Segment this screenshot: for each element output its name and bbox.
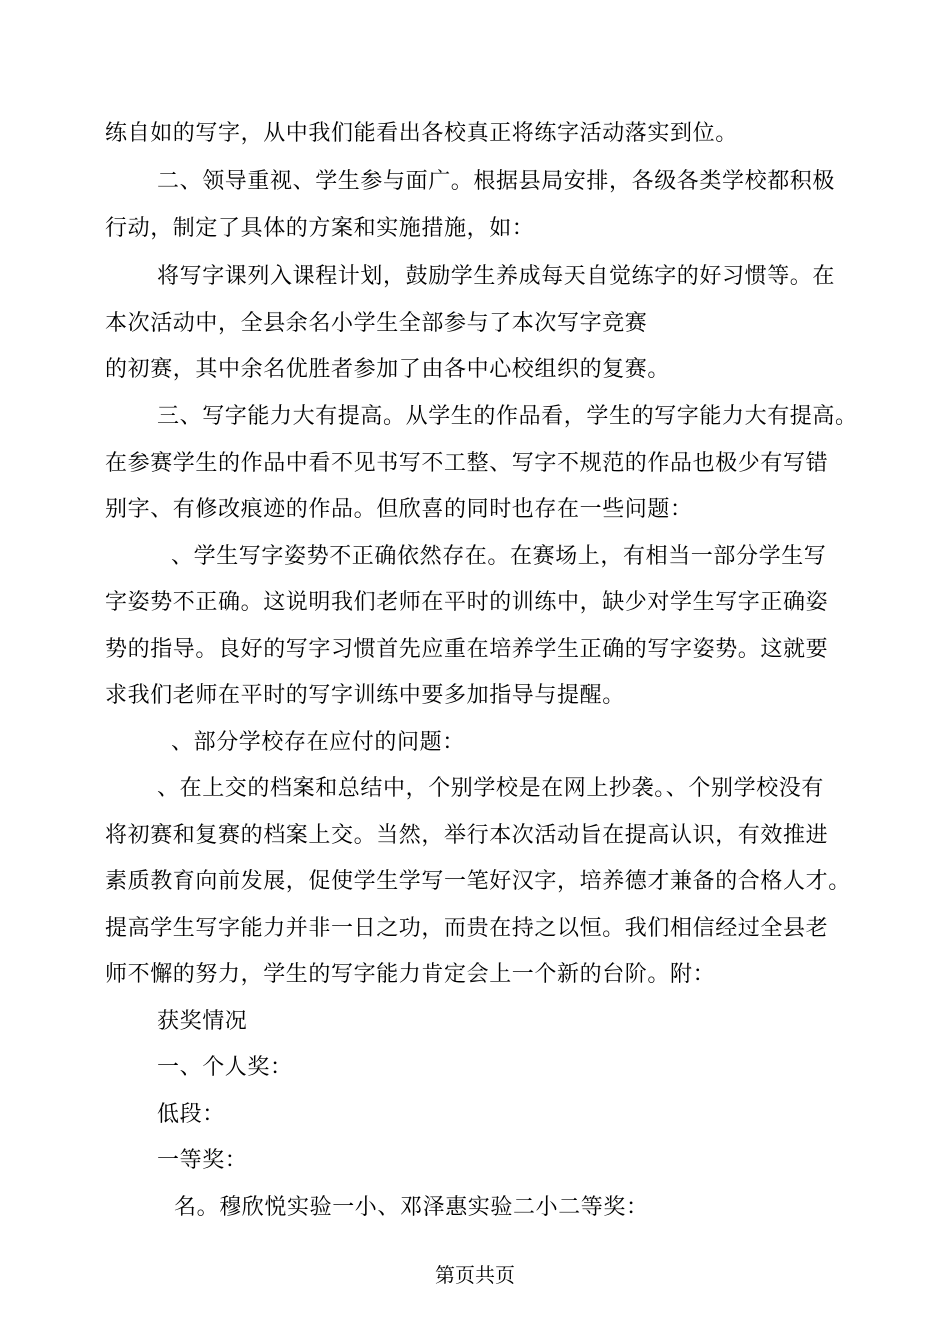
section-heading: 获奖情况 bbox=[157, 1009, 248, 1034]
text-line: 名。穆欣悦实验一小、邓泽惠实验二小二等奖： bbox=[174, 1195, 649, 1220]
text-line: 二、领导重视、学生参与面广。根据县局安排，各级各类学校都积极 bbox=[157, 169, 836, 194]
text-line: 、学生写字姿势不正确依然存在。在赛场上，有相当一部分学生写 bbox=[171, 544, 827, 569]
text-line: 提高学生写字能力并非一日之功，而贵在持之以恒。我们相信经过全县老 bbox=[105, 916, 829, 941]
text-line: 本次活动中，全县余名小学生全部参与了本次写字竞赛 bbox=[105, 311, 648, 336]
text-line: 将初赛和复赛的档案上交。当然，举行本次活动旨在提高认识，有效推进 bbox=[105, 823, 829, 848]
text-line: 势的指导。良好的写字习惯首先应重在培养学生正确的写字姿势。这就要 bbox=[105, 637, 829, 662]
text-line: 字姿势不正确。这说明我们老师在平时的训练中，缺少对学生写字正确姿 bbox=[105, 590, 829, 615]
text-line: 、部分学校存在应付的问题： bbox=[171, 730, 465, 755]
text-line: 三、写字能力大有提高。从学生的作品看，学生的写字能力大有提高。 bbox=[157, 404, 858, 429]
text-line: 将写字课列入课程计划，鼓励学生养成每天自觉练字的好习惯等。在 bbox=[157, 264, 836, 289]
text-line: 素质教育向前发展，促使学生学写一笔好汉字，培养德才兼备的合格人才。 bbox=[105, 869, 851, 894]
text-line: 低段： bbox=[157, 1102, 225, 1127]
text-line: 别字、有修改痕迹的作品。但欣喜的同时也存在一些问题： bbox=[105, 497, 693, 522]
text-line: 师不懈的努力，学生的写字能力肯定会上一个新的台阶。附： bbox=[105, 962, 716, 987]
section-heading: 一、个人奖： bbox=[157, 1055, 293, 1080]
text-line: 求我们老师在平时的写字训练中要多加指导与提醒。 bbox=[105, 683, 625, 708]
text-line: 一等奖： bbox=[157, 1148, 248, 1173]
text-line: 在参赛学生的作品中看不见书写不工整、写字不规范的作品也极少有写错 bbox=[105, 451, 829, 476]
text-line: 练自如的写字，从中我们能看出各校真正将练字活动落实到位。 bbox=[105, 121, 738, 146]
text-line: 行动，制定了具体的方案和实施措施，如： bbox=[105, 216, 535, 241]
text-line: 、在上交的档案和总结中，个别学校是在网上抄袭。、个别学校没有 bbox=[157, 776, 825, 801]
page-footer: 第页共页 bbox=[435, 1263, 515, 1287]
text-line: 的初赛，其中余名优胜者参加了由各中心校组织的复赛。 bbox=[105, 357, 671, 382]
